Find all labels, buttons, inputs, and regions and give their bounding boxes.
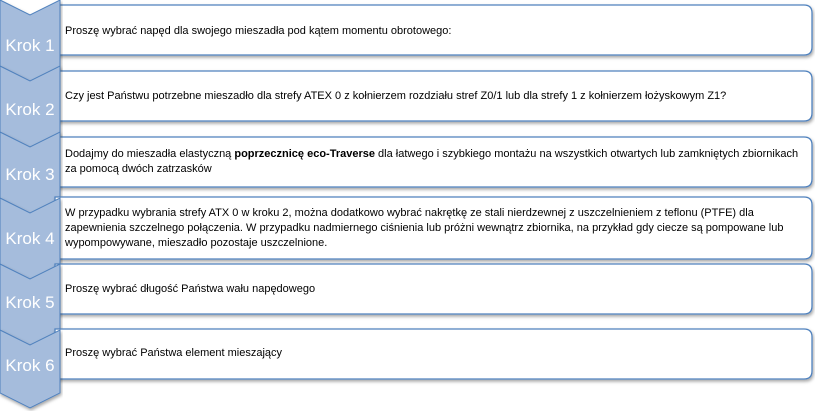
step-2-text <box>65 71 800 121</box>
step-5-text <box>65 264 800 314</box>
step-6-text <box>65 329 800 377</box>
step-4-text <box>65 199 800 257</box>
step-3-text <box>65 137 800 187</box>
step-4-text-main: W przypadku wybrania strefy ATX 0 w kroku 2, można dodatkowo wybrać nakrętkę ze stali nierdzewnej z uszczelnieniem z teflonu (PTFE) dla zapewnienia szczelnego połączenia. W przypadku nadmiernego ciśnienia lub próżni wewnątrz zbiornika, na przykład gdy ciecze są pompowane lub wypompowywane, mieszadło pozostaje uszczelnione. <box>65 206 784 249</box>
step-1-text <box>65 5 800 57</box>
step-4-label: Krok 4 <box>5 229 55 248</box>
step-3-label: Krok 3 <box>5 165 55 184</box>
step-3-text-main: Dodajmy do mieszadła elastyczną <box>65 148 235 160</box>
step-6-label: Krok 6 <box>5 356 55 375</box>
step-1-label: Krok 1 <box>5 36 55 55</box>
step-3-text-bold: poprzecznicę eco-Traverse <box>234 148 375 160</box>
step-2-text-main: Czy jest Państwu potrzebne mieszadło dla strefy ATEX 0 z kołnierzem rozdziału stref Z0/1 lub dla strefy 1 z kołnierzem łożyskowym Z1? <box>65 89 727 102</box>
step-5-text-main: Proszę wybrać długość Państwa wału napędowego <box>65 282 316 295</box>
step-3-text-tail: dla łatwego i szybkiego montażu na wszystkich otwartych lub zamkniętych zbiornikach za pomocą dwóch zatrzasków <box>65 148 799 175</box>
step-1-text-main: Proszę wybrać napęd dla swojego mieszadła pod kątem momentu obrotowego: <box>65 24 452 37</box>
step-5-label: Krok 5 <box>5 293 55 312</box>
step-6-text-main: Proszę wybrać Państwa element mieszający <box>65 346 283 359</box>
step-2-label: Krok 2 <box>5 100 55 119</box>
